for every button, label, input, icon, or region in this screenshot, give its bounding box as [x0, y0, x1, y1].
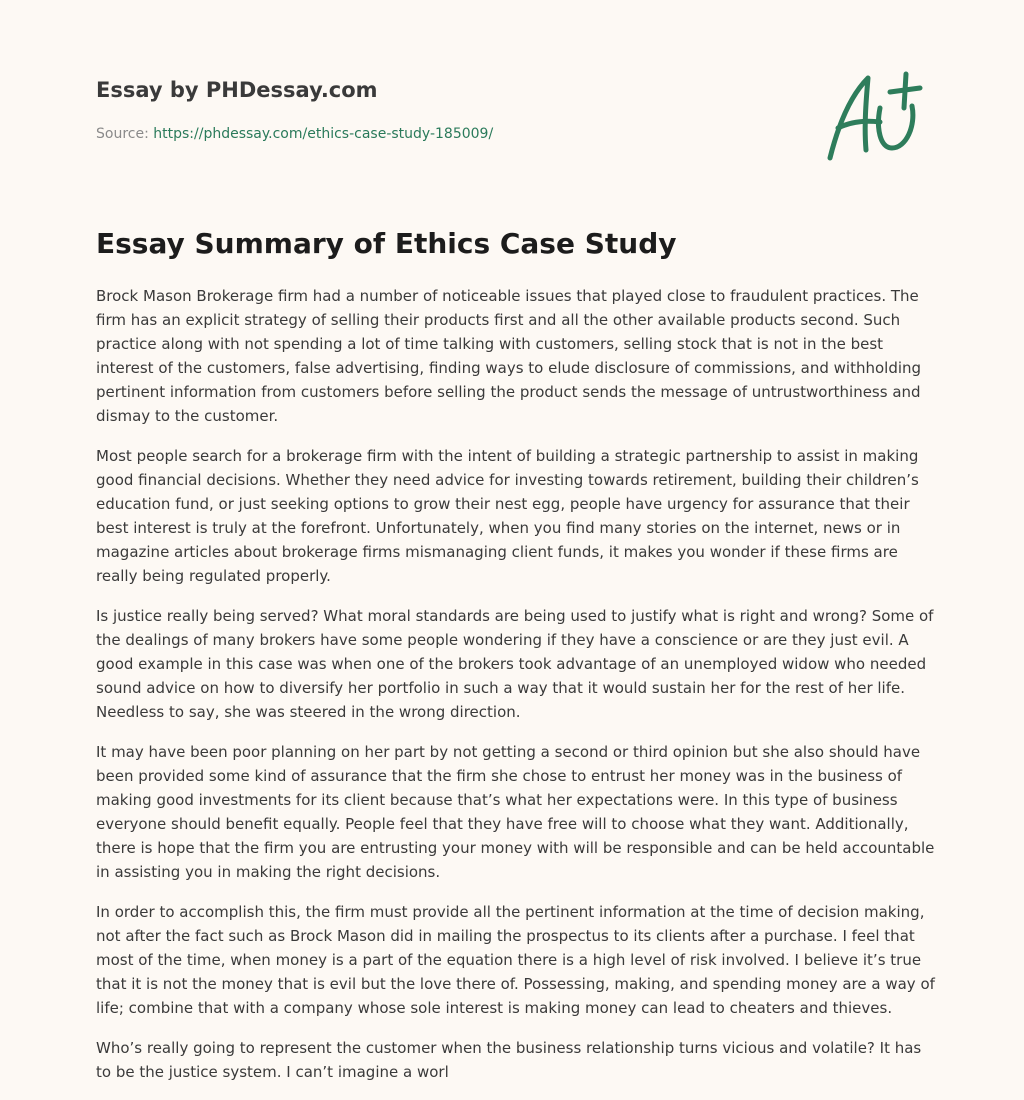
a-plus-icon [820, 66, 930, 166]
essay-paragraph: It may have been poor planning on her part by not getting a second or third opinion but she also should have been provided some kind of assurance that the firm she chose to entrust her money was in the business of making good investments for its client because that’s what her expectations were. In this type of business everyone should benefit equally. People feel that they have free will to choose what they want. Additionally, there is hope that the firm you are entrusting your money with will be responsible and can be held accountable in assisting you in making the right decisions. [96, 743, 935, 881]
source-link[interactable]: https://phdessay.com/ethics-case-study-185009/ [153, 126, 494, 142]
essay-body [96, 284, 936, 1100]
page-header [96, 76, 796, 144]
essay-paragraph: Who’s really going to represent the customer when the business relationship turns vicious and volatile? It has to be the justice system. I can’t imagine a worl [96, 1039, 922, 1081]
a-plus-logo [820, 66, 930, 166]
essay-paragraph: Brock Mason Brokerage firm had a number of noticeable issues that played close to fraudulent practices. The firm has an explicit strategy of selling their products first and all the other available products second. Such practice along with not spending a lot of time talking with customers, selling stock that is not in the best interest of the customers, false advertising, finding ways to elude disclosure of commissions, and withholding pertinent information from customers before selling the product sends the message of untrustworthiness and dismay to the customer. [96, 287, 922, 425]
essay-paragraph: In order to accomplish this, the firm must provide all the pertinent information at the time of decision making, not after the fact such as Brock Mason did in mailing the prospectus to its clients after a purchase. I feel that most of the time, when money is a part of the equation there is a high level of risk involved. I believe it’s true that it is not the money that is evil but the love there of. Possessing, making, and spending money are a way of life; combine that with a company whose sole interest is making money can lead to cheaters and thieves. [96, 903, 935, 1017]
essay-paragraph: Is justice really being served? What moral standards are being used to justify what is right and wrong? Some of the dealings of many brokers have some people wondering if they have a conscience or are they just evil. A good example in this case was when one of the brokers took advantage of an unemployed widow who needed sound advice on how to diversify her portfolio in such a way that it would sustain her for the rest of her life. Needless to say, she was steered in the wrong direction. [96, 607, 934, 721]
source-line [96, 124, 796, 144]
brand-title: Essay by PHDessay.com [96, 78, 378, 102]
essay-paragraph: Most people search for a brokerage firm with the intent of building a strategic partnership to assist in making good financial decisions. Whether they need advice for investing towards retirement, building their children’s education fund, or just seeking options to grow their nest egg, people have urgency for assurance that their best interest is truly at the forefront. Unfortunately, when you find many stories on the internet, news or in magazine articles about brokerage firms mismanaging client funds, it makes you wonder if these firms are really being regulated properly. [96, 447, 919, 585]
essay-title: Essay Summary of Ethics Case Study [96, 227, 677, 260]
source-label: Source: [96, 126, 154, 142]
